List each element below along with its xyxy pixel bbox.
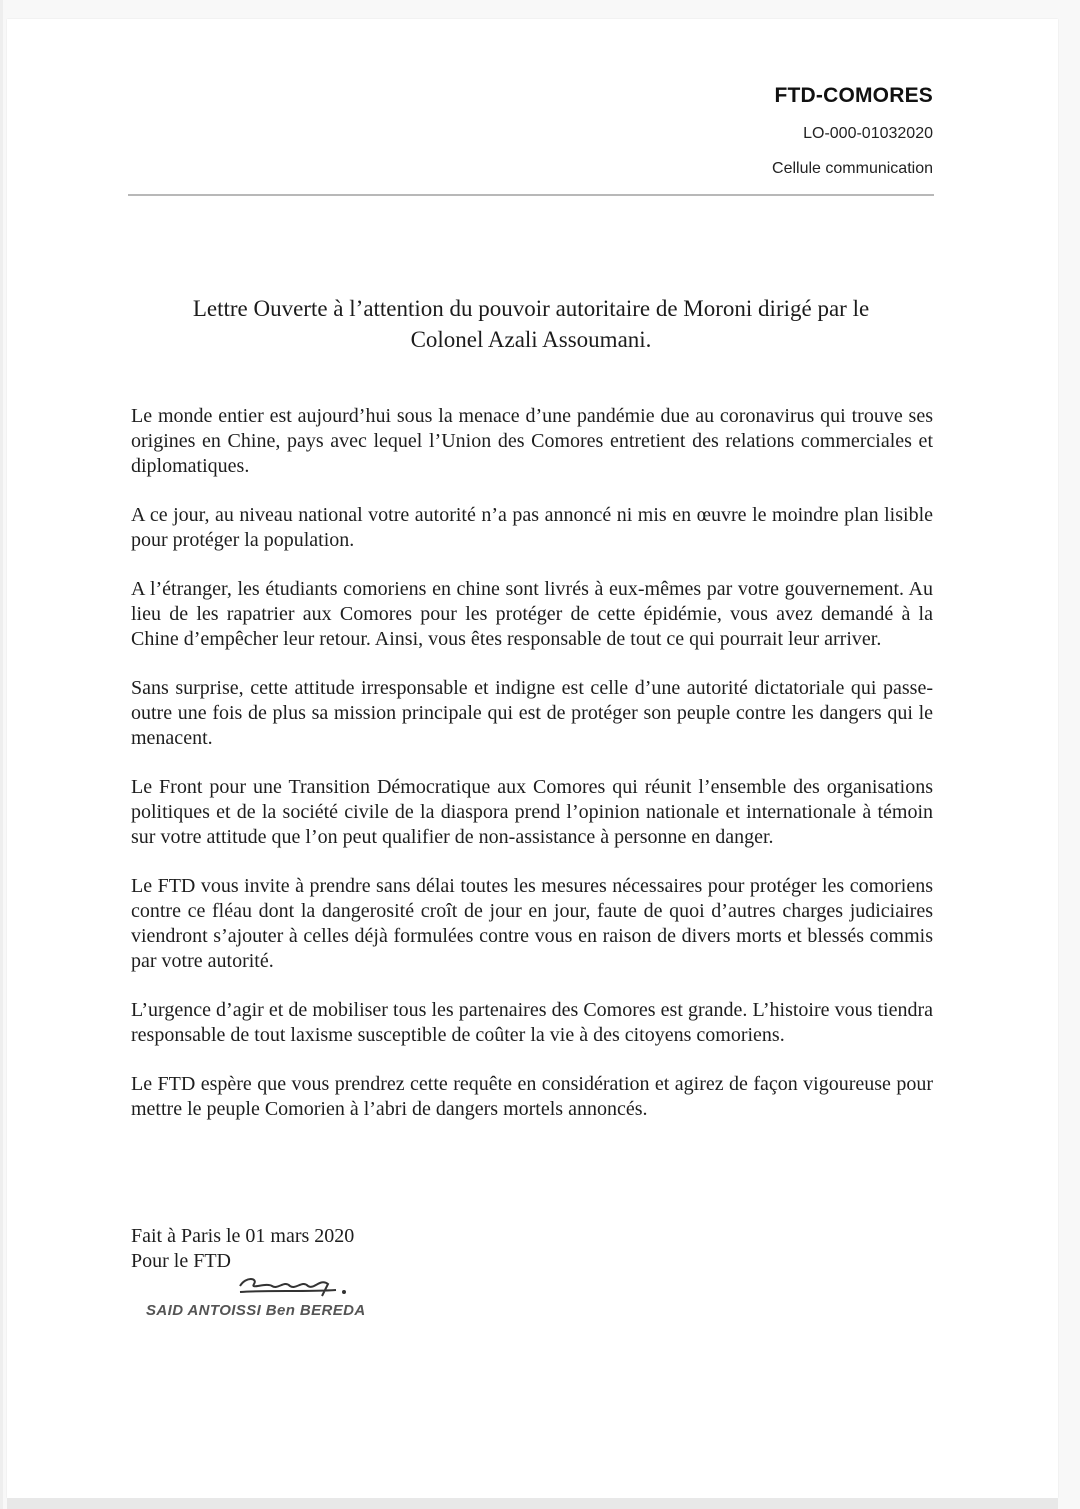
letter-body xyxy=(131,404,933,1146)
handwritten-signature xyxy=(236,1272,366,1302)
paragraph: A l’étranger, les étudiants comoriens en chine sont livrés à eux-mêmes par votre gouvernement. Au lieu de les rapatrier aux Comores pour les protéger de cette épidémie, vous avez demandé à la Chine d’empêcher leur retour. Ainsi, vous êtes responsable de tout ce qui pourrait leur arriver. xyxy=(131,578,933,650)
paragraph: Sans surprise, cette attitude irresponsable et indigne est celle d’une autorité dictatoriale qui passe- outre une fois de plus sa mission principale qui est de protéger son peuple contre les dangers qui le menacent. xyxy=(131,677,933,749)
reference-number: LO-000-01032020 xyxy=(803,125,933,142)
title-line-2: Colonel Azali Assoumani. xyxy=(410,327,652,352)
paragraph: Le FTD vous invite à prendre sans délai toutes les mesures nécessaires pour protéger les comoriens contre ce fléau dont la dangerosité croît de jour en jour, faute de quoi d’autres charges judiciaires viendront s’ajouter à celles déjà formulées contre vous en raison de divers morts et blessés commis par votre autorité. xyxy=(131,875,933,972)
paragraph: L’urgence d’agir et de mobiliser tous les partenaires des Comores est grande. L’histoire vous tiendra responsable de tout laxisme susceptible de coûter la vie à des citoyens comoriens. xyxy=(131,999,933,1046)
letter-title xyxy=(128,293,934,355)
viewer-edge xyxy=(0,0,3,1509)
closing-block xyxy=(131,1224,354,1274)
department-name: Cellule communication xyxy=(772,160,933,177)
paragraph: Le FTD espère que vous prendrez cette requête en considération et agirez de façon vigoureuse pour mettre le peuple Comorien à l’abri de dangers mortels annoncés. xyxy=(131,1073,933,1120)
letterhead xyxy=(772,84,933,178)
paragraph: A ce jour, au niveau national votre autorité n’a pas annoncé ni mis en œuvre le moindre plan lisible pour protéger la population. xyxy=(131,504,933,551)
header-divider xyxy=(128,194,934,196)
organization-name: FTD-COMORES xyxy=(774,84,933,107)
title-line-1: Lettre Ouverte à l’attention du pouvoir autoritaire de Moroni dirigé par le xyxy=(192,296,870,321)
place-date: Fait à Paris le 01 mars 2020 xyxy=(131,1225,355,1247)
signer-name: SAID ANTOISSI Ben BEREDA xyxy=(146,1302,366,1319)
page-bottom-edge xyxy=(7,1498,1058,1509)
paragraph: Le monde entier est aujourd’hui sous la menace d’une pandémie due au coronavirus qui trouve ses origines en Chine, pays avec lequel l’Union des Comores entretient des relations commerciales et diplomatiques. xyxy=(131,405,933,477)
on-behalf: Pour le FTD xyxy=(131,1250,231,1272)
paragraph: Le Front pour une Transition Démocratique aux Comores qui réunit l’ensemble des organisations politiques et de la société civile de la diaspora prend l’opinion nationale et internationale à témoin sur votre attitude que l’on peut qualifier de non-assistance à personne en danger. xyxy=(131,776,933,848)
